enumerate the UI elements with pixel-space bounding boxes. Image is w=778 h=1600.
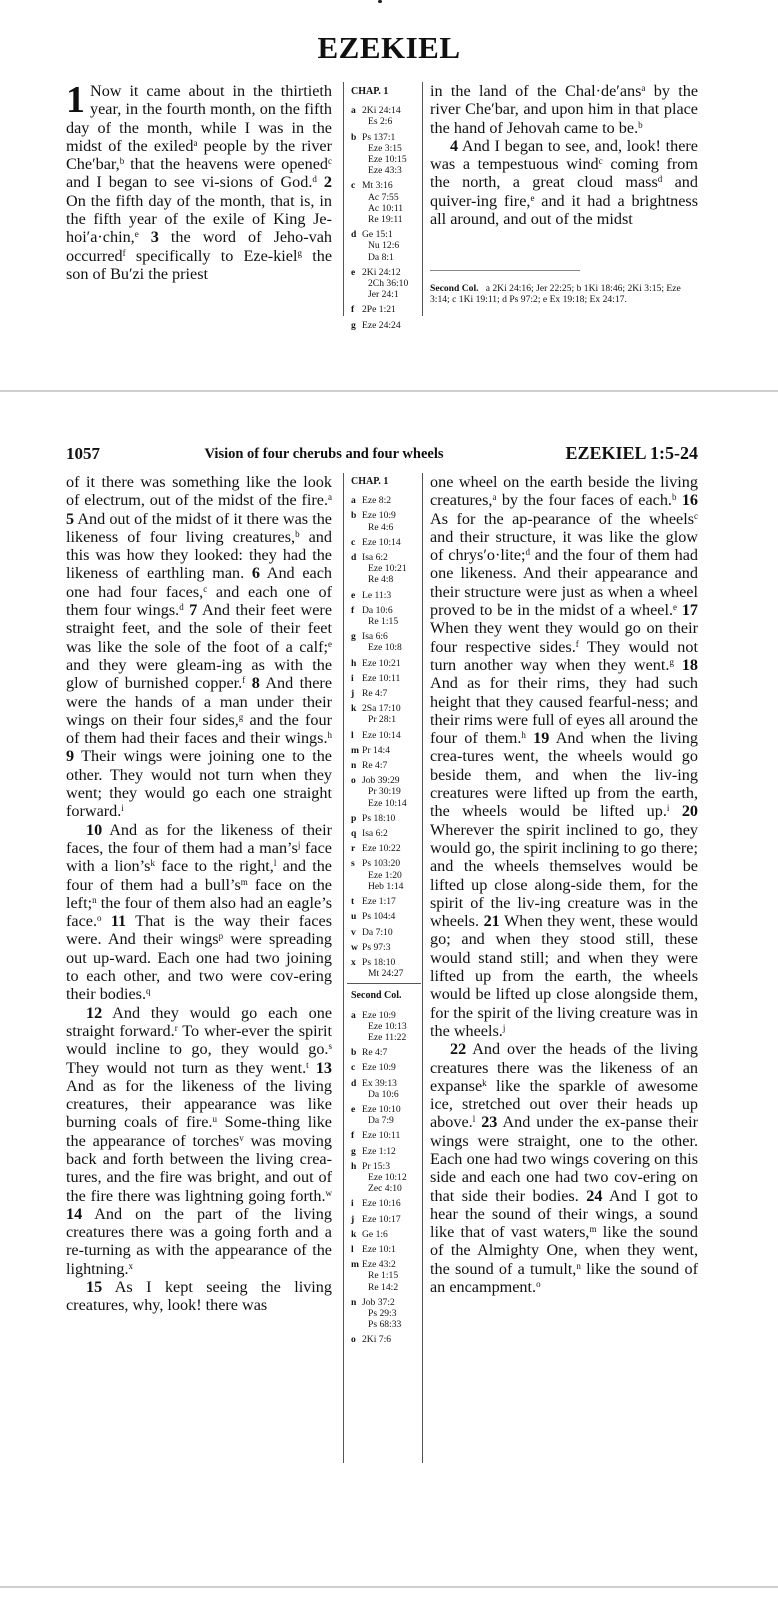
reference-line: Eze 10:11 (362, 672, 401, 684)
reference-line: Re 19:11 (368, 214, 403, 226)
reference-line: Re 1:15 (368, 616, 399, 628)
reference-line: Eze 43:3 (368, 165, 402, 177)
reference-lines (362, 1244, 396, 1255)
reference-line: Eze 1:12 (362, 1145, 396, 1157)
reference-lines (362, 1062, 396, 1073)
reference-line: Re 14:2 (368, 1281, 399, 1293)
reference-line: Re 1:15 (368, 1270, 399, 1282)
reference-line: Eze 10:14 (362, 536, 401, 548)
reference-letter: b (351, 510, 357, 522)
footnote-rule (430, 270, 580, 271)
reference-line: Eze 10:8 (368, 642, 402, 654)
reference-line: Es 2:6 (368, 116, 393, 128)
second-col-footnote (430, 284, 700, 306)
reference-line: Mt 24:27 (368, 968, 404, 980)
cross-reference-entry (351, 605, 423, 627)
reference-letter: s (351, 858, 355, 870)
reference-line: Ge 1:6 (362, 1228, 388, 1240)
reference-line: Eze 1:20 (368, 869, 402, 881)
reference-line: Eze 10:14 (362, 729, 401, 741)
reference-lines (362, 1104, 401, 1126)
running-title: Vision of four cherubs and four wheels (204, 446, 444, 462)
reference-letter: g (351, 631, 356, 643)
reference-letter: f (351, 304, 355, 316)
cross-reference-entry (351, 1214, 423, 1225)
reference-lines (362, 320, 401, 331)
cross-reference-entry (351, 927, 423, 938)
reference-lines (362, 927, 393, 938)
reference-letter: o (351, 775, 356, 787)
cross-reference-entry (351, 911, 423, 922)
cross-reference-entry (351, 1010, 423, 1044)
reference-letter: n (351, 760, 357, 772)
reference-line: Eze 10:17 (362, 1213, 401, 1225)
reference-letter: c (351, 180, 356, 192)
reference-letter: w (351, 941, 358, 953)
page1-column-3: in the land of the Chal·de′ans$^a$ by the river Che′bar, and upon him in that place the hand of Jehovah came to be.$^b$ 4 And I began to see, and, look! there was a tempestuous wind$^c$ coming from the north, a great cloud mass$^d$ and quiver-ing fire,$^e$ and it had a brightness all around, and out of the midst (430, 82, 699, 229)
reference-lines (362, 1229, 388, 1240)
reference-lines (362, 658, 401, 669)
page2-column-rule-left (343, 473, 344, 1463)
reference-letter: b (351, 131, 357, 143)
cross-reference-entry (351, 957, 423, 979)
reference-line: Mt 3:16 (362, 180, 393, 192)
reference-lines (362, 304, 396, 315)
reference-lines (362, 1078, 399, 1100)
reference-line: Eze 10:12 (368, 1171, 407, 1183)
reference-lines (362, 1198, 401, 1209)
reference-line: Eze 11:22 (368, 1031, 407, 1043)
cross-reference-entry (351, 942, 423, 953)
reference-lines (362, 1146, 396, 1157)
cross-reference-entry (351, 843, 423, 854)
page1-cross-references (351, 86, 423, 335)
cross-reference-entry (351, 1062, 423, 1073)
reference-lines (362, 1010, 407, 1044)
reference-lines (362, 1047, 387, 1058)
reference-letter: d (351, 229, 357, 241)
reference-letter: e (351, 1103, 356, 1115)
cross-reference-entry (351, 858, 423, 892)
reference-lines (362, 1130, 400, 1141)
reference-lines (362, 813, 395, 824)
cross-reference-entry (351, 775, 423, 809)
reference-line: Ps 18:10 (362, 956, 396, 968)
cross-reference-entry (351, 828, 423, 839)
reference-letter: k (351, 703, 357, 715)
cross-reference-entry (351, 1259, 423, 1293)
reference-letter: c (351, 536, 356, 548)
reference-line: Re 4:7 (362, 688, 388, 700)
reference-lines (362, 1259, 398, 1293)
reference-line: Eze 10:9 (362, 1062, 396, 1074)
reference-line: Eze 10:11 (362, 1130, 401, 1142)
reference-letter: j (351, 1213, 355, 1225)
second-col-header: Second Col. (351, 990, 402, 1002)
reference-line: Eze 10:14 (368, 797, 407, 809)
reference-line: Eze 10:15 (368, 154, 407, 166)
reference-letter: a (351, 105, 356, 117)
cross-reference-entry (351, 631, 423, 653)
page2-column-1: of it there was something like the look of electrum, out of the midst of the fire.$^a$ 5 And out of the midst of it there was the likeness of four living creatures,$^b$ and this was how they looked: they had the likeness of earthling man. 6 And each one had four faces,$^c$ and each one of them four wings.$^d$ 7 And their feet were straight feet, and the sole of their feet was like the sole of the foot of a calf;$^e$ and they were gleam-ing as with the glow of burnished copper.$^f$ 8 And there were the hands of a man under their wings on their four sides,$^g$ and the four of them had their faces and their wings.$^h$ 9 Their wings were joining one to the other. They would not turn when they went; they would go each one straight forward.$^i$ 10 And as for the likeness of their faces, the four of them had a $man’s^j$ face with a $lion’s^k$ face to the right,$^l$ and the four of them had a $bull’s^m$ face on the left;$^n$ the four of them also had an eagle’s face.$^o$ 11 That is the way their faces were. And their wings$^p$ were spreading out up-ward. Each one had two joining to each other, and two were cov-ering their bodies.$^q$ 12 And they would go each one straight forward.$^r$ To wher-ever the spirit would incline to go, they would go.$^s$ They would not turn as they went.$^t$ 13 And as for the likeness of the living creatures, their appearance was like burning coals of fire.$^u$ Some-thing like the appearance of torches$^v$ was moving back and forth between the living crea-tures, and the fire was bright, and out of the fire there was lightning going forth.$^w$ 14 And on the part of the living creatures there was a going forth and a re-turning as with the appearance of the lightning.$^x$ 15 As I kept seeing the living creatures, why, look! there was (66, 473, 333, 1315)
reference-lines (362, 552, 407, 586)
reference-lines (362, 180, 403, 225)
page2-column-rule-right (422, 473, 423, 1463)
reference-line: Re 4:7 (362, 1047, 388, 1059)
reference-line: Ps 18:10 (362, 812, 396, 824)
cross-reference-entry (351, 267, 423, 301)
reference-line: Ps 68:33 (368, 1319, 402, 1331)
reference-lines (362, 267, 408, 301)
reference-letter: u (351, 911, 357, 923)
reference-line: Isa 6:6 (362, 631, 388, 643)
bottom-divider (0, 1586, 778, 1588)
reference-lines (362, 730, 401, 741)
cross-reference-entry (351, 896, 423, 907)
reference-line: Pr 15:3 (362, 1160, 390, 1172)
reference-line: Zec 4:10 (368, 1183, 402, 1195)
column-rule-right (422, 82, 423, 316)
reference-lines (362, 688, 387, 699)
reference-letter: m (351, 744, 359, 756)
cross-reference-entry (351, 1104, 423, 1126)
column-rule-left (343, 82, 344, 316)
reference-lines (362, 760, 387, 771)
reference-line: Heb 1:14 (368, 880, 404, 892)
cross-reference-entry (351, 1161, 423, 1195)
reference-line: Da 8:1 (368, 251, 394, 263)
reference-letter: v (351, 926, 356, 938)
reference-line: Ps 103:20 (362, 858, 401, 870)
reference-line: Eze 10:9 (362, 1009, 396, 1021)
reference-letter: i (351, 672, 354, 684)
reference-line: Eze 10:13 (368, 1020, 407, 1032)
reference-letter: g (351, 1145, 356, 1157)
reference-line: Job 39:29 (362, 775, 400, 787)
reference-letter: d (351, 552, 357, 564)
reference-line: Eze 10:10 (362, 1103, 401, 1115)
reference-letter: g (351, 319, 356, 331)
reference-line: Eze 10:1 (362, 1243, 396, 1255)
reference-line: Nu 12:6 (368, 240, 400, 252)
reference-letter: l (351, 1243, 354, 1255)
second-col-label: Second Col. (430, 283, 479, 294)
cross-reference-entry (351, 673, 423, 684)
page2-cross-references (351, 476, 423, 1350)
reference-line: Da 10:6 (368, 1088, 399, 1100)
cross-reference-entry (351, 1047, 423, 1058)
cross-reference-entry (351, 688, 423, 699)
reference-line: Ge 15:1 (362, 229, 393, 241)
reference-letter: t (351, 896, 355, 908)
reference-letter: x (351, 956, 356, 968)
cross-reference-entry (351, 320, 423, 331)
cross-reference-entry (351, 180, 423, 225)
reference-line: Ps 29:3 (368, 1307, 397, 1319)
cross-reference-entry (351, 132, 423, 177)
reference-line: 2Ki 7:6 (362, 1334, 392, 1346)
reference-line: Eze 1:17 (362, 896, 396, 908)
cross-reference-entry (351, 590, 423, 601)
reference-line: Eze 10:21 (368, 563, 407, 575)
cross-reference-entry (351, 229, 423, 263)
reference-letter: q (351, 828, 357, 840)
reference-letter: a (351, 495, 356, 507)
page-number: 1057 (66, 444, 100, 463)
reference-letter: e (351, 589, 356, 601)
reference-lines (362, 703, 401, 725)
reference-line: Job 37:2 (362, 1296, 395, 1308)
page1-column-1: 1 Now it came about in the thirtieth year, in the fourth month, on the fifth day of the month, while I was in the midst of the exiled$^a$ people by the river Che′bar,$^b$ that the heavens were opened$^c$ and I began to see vi-sions of God.$^d$ 2 On the fifth day of the month, that is, in the fifth year of the exile of King Je-hoi′a·chin,$^e$ 3 the word of Jeho-vah occurred$^f$ specifically to Eze-kiel$^g$ the son of Bu′zi the priest (66, 79, 333, 283)
reference-lines (362, 229, 399, 263)
reference-letter: f (351, 604, 355, 616)
reference-lines (362, 605, 398, 627)
reference-lines (362, 495, 391, 506)
reference-lines (362, 858, 403, 892)
reference-line: Re 4:6 (368, 521, 394, 533)
reference-lines (362, 537, 401, 548)
reference-letter: f (351, 1130, 355, 1142)
cross-reference-entry (351, 105, 423, 127)
cross-reference-entry (351, 730, 423, 741)
reference-letter: c (351, 1062, 356, 1074)
reference-lines (362, 132, 407, 177)
reference-line: Eze 8:2 (362, 495, 392, 507)
cross-reference-entry (351, 813, 423, 824)
reference-lines (362, 896, 396, 907)
reference-letter: r (351, 843, 356, 855)
reference-letter: i (351, 1198, 354, 1210)
cross-reference-entry (351, 495, 423, 506)
second-col-rule (347, 983, 421, 984)
reference-line: 2Ki 24:14 (362, 105, 401, 117)
reference-lines (362, 843, 401, 854)
reference-line: Isa 6:2 (362, 828, 388, 840)
reference-line: Re 4:8 (368, 574, 394, 586)
reference-line: 2Ch 36:10 (368, 278, 409, 290)
reference-letter: h (351, 1160, 357, 1172)
cross-reference-entry (351, 552, 423, 586)
reference-line: Da 10:6 (362, 604, 393, 616)
reference-line: Le 11:3 (362, 589, 392, 601)
cross-reference-entry (351, 1297, 423, 1331)
cross-reference-entry (351, 760, 423, 771)
reference-line: Pr 28:1 (368, 714, 396, 726)
reference-line: Eze 43:2 (362, 1259, 396, 1271)
cross-reference-entry (351, 703, 423, 725)
reference-letter: l (351, 729, 354, 741)
cross-reference-entry (351, 1244, 423, 1255)
page2-column-3: one wheel on the earth beside the living creatures,$^a$ by the four faces of each.$^b$ 16 As for the ap-pearance of the wheels$^c$ and their structure, it was like the glow of chrys′o·lite;$^d$ and the four of them had one likeness. And their appearance and their structure were just as when a wheel proved to be in the midst of a wheel.$^e$ 17 When they went they would go on their four respective sides.$^f$ They would not turn another way when they went.$^g$ 18 And as for their rims, they had such height that they caused fearful-ness; and their rims were full of eyes all around the four of them.$^h$ 19 And when the living crea-tures went, the wheels would go beside them, and when the liv-ing creatures were lifted up from the earth, the wheels would be lifted up.$^i$ 20 Wherever the spirit inclined to go, they would go, the spirit inclining to go there; and the wheels themselves would be lifted up close along-side them, for the spirit of the liv-ing creature was in the wheels. 21 When they went, these would go; and when they stood still, these would stand still; and when they were lifted up from the earth, the wheels would be lifted up close alongside them, for the spirit of the living creature was in the wheels.$^j$ 22 And over the heads of the living creatures there was the likeness of an expanse$^k$ like the sparkle of awesome ice, stretched out over their heads up above.$^l$ 23 And under the ex-panse their wings were straight, one to the other. Each one had two wings covering on this side and each one had two cov-ering on that side their bodies. 24 And I got to hear the sound of their wings, a sound like that of vast waters,$^m$ like the sound of the Almighty One, when they went, the sound of a tumult,$^n$ like the sound of an encampment.$^o$ (430, 473, 699, 1297)
book-title: EZEKIEL (317, 30, 461, 65)
reference-line: Pr 30:19 (368, 786, 401, 798)
refs-chapter-header: CHAP. 1 (351, 476, 389, 487)
cross-reference-entry (351, 658, 423, 669)
reference-lines (362, 745, 390, 756)
top-edge-mark (378, 0, 382, 3)
second-col-refs: a 2Ki 24:16; Jer 22:25; b 1Ki 18:46; 2Ki 3:15; Eze 3:14; c 1Ki 19:11; d Ps 97:2; e Ex 19:18; Ex 24:17. (430, 283, 681, 305)
reference-line: Eze 10:9 (362, 510, 396, 522)
reference-line: Ex 39:13 (362, 1077, 397, 1089)
cross-reference-entry (351, 1334, 423, 1345)
reference-lines (362, 631, 402, 653)
page-divider (0, 390, 778, 392)
reference-line: 2Ki 24:12 (362, 266, 401, 278)
reference-letter: o (351, 1334, 356, 1346)
reference-lines (362, 957, 403, 979)
reference-letter: a (351, 1009, 356, 1021)
reference-lines (362, 510, 396, 532)
reference-line: Eze 10:16 (362, 1198, 401, 1210)
reference-lines (362, 828, 388, 839)
reference-line: Re 4:7 (362, 760, 388, 772)
cross-reference-entry (351, 745, 423, 756)
reference-lines (362, 942, 391, 953)
reference-line: Ac 10:11 (368, 202, 404, 214)
reference-line: Isa 6:2 (362, 552, 388, 564)
reference-line: 2Pe 1:21 (362, 304, 396, 316)
reference-lines (362, 1161, 407, 1195)
reference-line: 2Sa 17:10 (362, 703, 401, 715)
reference-line: Ac 7:55 (368, 191, 399, 203)
reference-lines (362, 673, 400, 684)
cross-reference-entry (351, 1078, 423, 1100)
reference-line: Eze 10:22 (362, 843, 401, 855)
reference-letter: k (351, 1228, 357, 1240)
reference-letter: m (351, 1259, 359, 1271)
reference-line: Jer 24:1 (368, 289, 399, 301)
reference-letter: j (351, 688, 355, 700)
cross-reference-entry (351, 510, 423, 532)
reference-letter: b (351, 1047, 357, 1059)
reference-letter: d (351, 1077, 357, 1089)
reference-line: Eze 3:15 (368, 142, 402, 154)
reference-line: Ps 137:1 (362, 131, 396, 143)
cross-reference-entry (351, 1130, 423, 1141)
reference-lines (362, 775, 407, 809)
reference-lines (362, 1214, 401, 1225)
reference-line: Pr 14:4 (362, 744, 390, 756)
reference-letter: p (351, 812, 357, 824)
reference-lines (362, 105, 401, 127)
cross-reference-entry (351, 1198, 423, 1209)
reference-lines (362, 1334, 391, 1345)
reference-lines (362, 590, 391, 601)
refs-chapter-header: CHAP. 1 (351, 86, 389, 97)
reference-line: Eze 10:21 (362, 657, 401, 669)
reference-letter: e (351, 266, 356, 278)
reference-line: Ps 104:4 (362, 911, 396, 923)
reference-line: Da 7:9 (368, 1115, 394, 1127)
reference-line: Da 7:10 (362, 926, 393, 938)
reference-line: Eze 24:24 (362, 319, 401, 331)
chapter-number: 1 (66, 79, 85, 121)
reference-letter: h (351, 657, 357, 669)
reference-lines (362, 1297, 401, 1331)
reference-line: Ps 97:3 (362, 941, 391, 953)
cross-reference-entry (351, 304, 423, 315)
cross-reference-entry (351, 1229, 423, 1240)
reference-letter: n (351, 1296, 357, 1308)
book-reference: EZEKIEL 1:5-24 (565, 443, 698, 463)
cross-reference-entry (351, 537, 423, 548)
cross-reference-entry (351, 1146, 423, 1157)
reference-lines (362, 911, 395, 922)
